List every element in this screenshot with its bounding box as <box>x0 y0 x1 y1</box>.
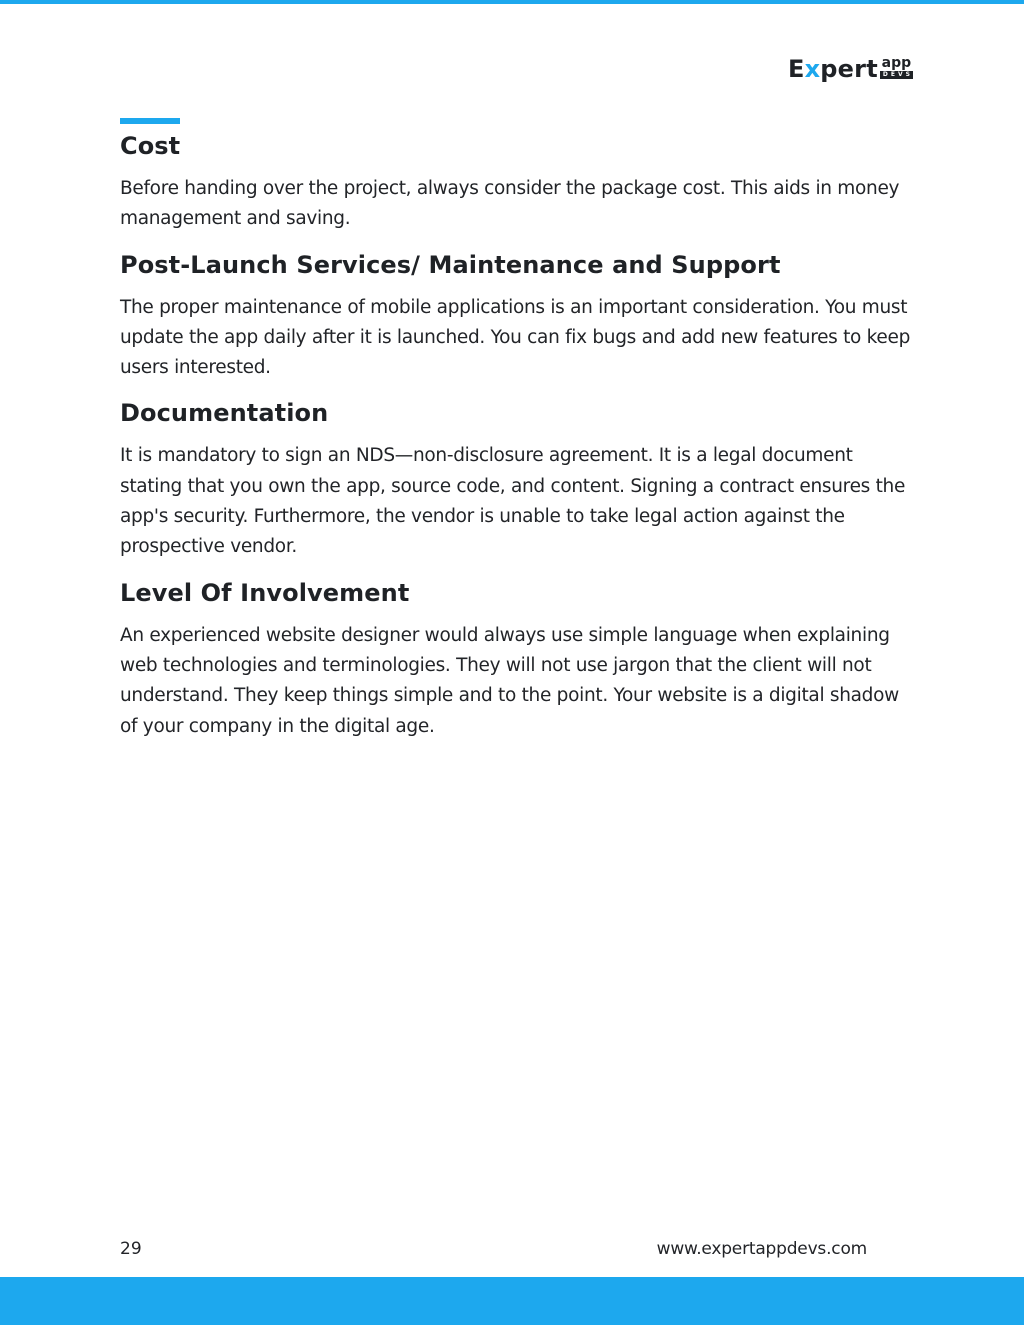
heading-accent-bar <box>120 118 180 124</box>
section-heading: Cost <box>120 132 181 160</box>
logo-devs-text: DEVS <box>880 71 913 79</box>
logo-subtext <box>880 57 913 79</box>
section-heading: Level Of Involvement <box>120 578 410 607</box>
logo-app-text: app <box>881 55 912 71</box>
section-body: Before handing over the project, always consider the package cost. This aids in money management and saving. <box>120 178 900 230</box>
section-post-launch-services <box>120 245 910 384</box>
page-content <box>120 126 910 752</box>
top-accent-bar <box>0 0 1024 4</box>
page-number: 29 <box>120 1239 142 1259</box>
bottom-accent-bar <box>0 1277 1024 1325</box>
logo-letters-pert: pert <box>820 55 878 83</box>
section-documentation <box>120 393 910 562</box>
section-body: An experienced website designer would always use simple language when explaining web technologies and terminologies. They will not use jargon that the client will not understand. They keep things simple and to the point. Your website is a digital shadow of your company in the digital age. <box>120 624 899 737</box>
section-body: It is mandatory to sign an NDS—non-disclosure agreement. It is a legal document stating that you own the app, source code, and content. Signing a contract ensures the app's security. Furthermore, the vendor is unable to take legal action against the prospective vendor. <box>120 445 906 558</box>
expertappdevs-logo <box>788 54 913 84</box>
section-level-of-involvement <box>120 573 910 742</box>
logo-letter-x: x <box>804 55 821 83</box>
section-cost <box>120 126 910 235</box>
section-heading: Post-Launch Services/ Maintenance and Support <box>120 250 781 279</box>
section-body: The proper maintenance of mobile applications is an important consideration. You must update the app daily after it is launched. You can fix bugs and add new features to keep users interested. <box>120 296 911 379</box>
section-heading: Documentation <box>120 399 329 428</box>
logo-wordmark <box>788 54 878 84</box>
logo-letter-e: E <box>788 55 805 83</box>
footer-url-link[interactable]: www.expertappdevs.com <box>656 1239 867 1259</box>
